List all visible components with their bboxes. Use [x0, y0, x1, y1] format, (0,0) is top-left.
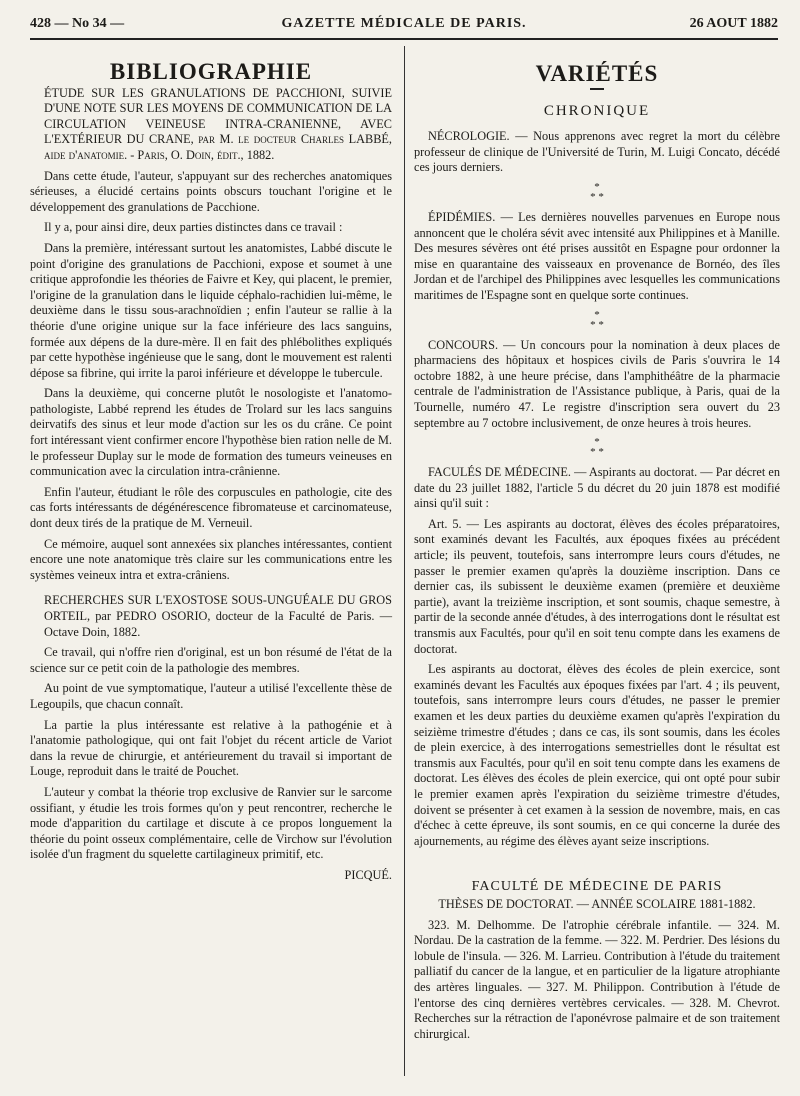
paragraph: Il y a, pour ainsi dire, deux parties distinctes dans ce travail : — [44, 220, 343, 235]
asterism-divider: * * * — [590, 180, 604, 203]
issue-date: 26 AOUT 1882 — [689, 16, 778, 31]
page-header — [30, 14, 778, 36]
asterism-divider: * * * — [590, 436, 604, 459]
facultes-item: FACULÉS DE MÉDECINE. — Aspirants au doctorat. — Par décret en date du 23 juillet 1882, l'article 5 du décret du 20 juin 1878 est modifié ainsi qu'il suit : — [414, 465, 780, 511]
paragraph: Ce mémoire, auquel sont annexées six planches intéressantes, contient encore une note anatomique très claire sur les communications entre les systèmes veineux intra et extra-crâniens. — [30, 536, 392, 582]
signature: PICQUÉ. — [344, 867, 392, 882]
plein-exercice-paragraph: Les aspirants au doctorat, élèves des écoles de plein exercice, sont examinés devant les Facultés aux époques fixées par l'art. 4 ; ils peuvent, toutefois, sans interrompre leurs cours d'études, ne passer le premier examen et les deux parties du deuxième examen qu'après l'expiration du seizième trimestre d'études ; dans ce cas, ils sont soumis, dans les écoles de plein exercice, à des interrogations semestrielles dont le résultat est transmis aux Facultés, pour qu'il en soit tenu compte dans les examens de doctorat. Les élèves des écoles de plein exercice, qui ont opté pour subir le premier examen après l'expiration du seizième trimestre d'études, doivent se présenter à cet examen à la session de novembre, mais, en cas d'échec à cette épreuve, ils sont soumis, en ce qui concerne la durée des ajournements, au régime des élèves ayant seize inscriptions. — [414, 662, 780, 848]
book-reference-1: ÉTUDE SUR LES GRANULATIONS DE PACCHIONI, SUIVIE D'UNE NOTE SUR LES MOYENS DE COMMUNICATION DE LA CIRCULATION VEINEUSE INTRA-CRANIENNE, AVEC L'EXTÉRIEUR DU CRANE, par M. le docteur Charles LABBÉ, aide d'anatomie. - Paris, O. Doin, édit., 1882. — [44, 85, 392, 162]
right-column — [414, 48, 780, 1047]
paragraph: Dans la deuxième, qui concerne plutôt le nosologiste et l'anatomo-pathologiste, Labbé reprend les études de Trolard sur les lacs sanguins deirvatifs des sinus et leur mode d'action sur les os du crâne. Ce point fort intéressant vient confirmer encore l'hypothèse bien ration nelle de M. le professeur Duplay sur le mode de formation des tumeurs veineuses en communication avec la circulation intra-crânienne. — [30, 386, 392, 479]
paragraph: La partie la plus intéressante est relative à la pathogénie et à l'anatomie pathologique, qui ont fait l'objet du récent article de Variot dans la revue de chirurgie, et antérieurement du travail si important de Louge, reproduit dans le traité de Pouchet. — [30, 717, 392, 779]
faculte-title: FACULTÉ DE MÉDECINE DE PARIS — [471, 879, 723, 895]
concours-item: CONCOURS. — Un concours pour la nomination à deux places de pharmaciens des hôpitaux et hospices civils de Paris s'ouvrira le 14 octobre 1882, à une heure précise, dans l'amphithéâtre de la pharmacie centrale de l'administration de l'Assistance publique, à Paris, quai de la Tournelle, numéro 47. Le registre d'inscription sera ouvert du 23 septembre au 7 octobre inclusivement, de onze heures à trois heures. — [414, 337, 780, 430]
necrologie-item: NÉCROLOGIE. — Nous apprenons avec regret la mort du célèbre professeur de clinique de l'Université de Turin, M. Luigi Concato, décédé ces jours derniers. — [414, 129, 780, 175]
paragraph: Dans cette étude, l'auteur, s'appuyant sur des recherches anatomiques sérieuses, a élucidé certains points obscurs touchant l'origine et le développement des granulations de Pacchione. — [30, 168, 392, 214]
journal-title: GAZETTE MÉDICALE DE PARIS. — [281, 16, 527, 31]
paragraph: Au point de vue symptomatique, l'auteur a utilisé l'excellente thèse de Legoupils, que chacun connaît. — [30, 681, 392, 711]
theses-heading: THÈSES DE DOCTORAT. — ANNÉE SCOLAIRE 1881-1882. — [438, 896, 756, 911]
paragraph: L'auteur y combat la théorie trop exclusive de Ranvier sur le sarcome ossifiant, y étudie les trois formes qu'on y peut rencontrer, recherche le mode d'apparition du cartilage et discute à ce propos longuement la théorie du point osseux complémentaire, celle de Virchow sur l'évolution isolée d'un fragment du squelette cartilagineux primitif, etc. — [30, 784, 392, 862]
header-rule — [30, 38, 778, 40]
theses-list: 323. M. Delhomme. De l'atrophie cérébrale infantile. — 324. M. Nordau. De la castration de la femme. — 322. M. Perdrier. Des lésions du lobule de l'insula. — 326. M. Larrieu. Contribution à l'étude du traitement palliatif du cancer de la langue, et en particulier de la ligature atrophiante des artères linguales. — 327. M. Philippon. Contribution à l'étude de l'entorse des cinq dernières vertèbres cervicales. — 328. M. Chevrot. Recherches sur la rétraction de l'aponévrose palmaire et de son traitement chirurgical. — [414, 917, 780, 1041]
title-dash — [590, 88, 604, 90]
paragraph: Ce travail, qui n'offre rien d'original, est un bon résumé de l'état de la science sur ce petit coin de la pathologie des membres. — [30, 645, 392, 675]
left-column — [30, 48, 392, 889]
column-divider — [404, 46, 405, 1076]
book-reference-2: RECHERCHES SUR L'EXOSTOSE SOUS-UNGUÉALE DU GROS ORTEIL, par PEDRO OSORIO, docteur de la Faculté de Paris. — Octave Doin, 1882. — [44, 593, 392, 639]
asterism-divider: * * * — [590, 308, 604, 331]
epidemies-item: ÉPIDÉMIES. — Les dernières nouvelles parvenues en Europe nous annoncent que le choléra sévit avec intensité aux Philippines et à Manille. Des mesures sévères ont été prises aussitôt en Espagne pour ordonner la mise en quarantaine des vaisseaux en provenance de Bornéo, des îles Jordan et de l'archipel des Philippines avec lesquelles les communications maritimes de l'Espagne sont en quelque sorte continues. — [414, 209, 780, 302]
chronique-subtitle: CHRONIQUE — [543, 102, 651, 119]
article-5: Art. 5. — Les aspirants au doctorat, élèves des écoles préparatoires, sont examinés devant les Facultés, aux époques fixées au précédent article; ils peuvent, toutefois, sans interrompre leurs cours d'études, ne passer le premier examen qu'après la douzième inscription. Dans ce dernier cas, ils subissent le deuxième examen (première et deuxième partie), avant la treizième inscription, et sont soumis, chaque semestre, à partir de la seconde année d'études, à des interrogations dont le résultat est transmis aux Facultés, pour qu'il en soit tenu compte dans les examens de doctorat. — [414, 516, 780, 656]
paragraph: Enfin l'auteur, étudiant le rôle des corpuscules en pathologie, cite des cas forts intéressants de dégénérescence fibromateuse et carcinomateuse, dont deux tirés de la pratique de M. Verneuil. — [30, 484, 392, 531]
page-number: 428 — No 34 — — [30, 16, 125, 31]
bibliographie-title: BIBLIOGRAPHIE — [109, 59, 313, 84]
paragraph: Dans la première, intéressant surtout les anatomistes, Labbé discute le point d'origine des granulations de Pacchioni, expose et soumet à une critique approfondie les théories de Faivre et Key, qui placent, le premier, l'origine de la granulation dans le liquide céphalo-rachidien lui-même, le deuxième dans le tissu sous-arachnoïdien ; enfin l'auteur se rallie à la théorie d'une origine unique sur la face inférieure des lacs sanguins, formée aux dépens de la dure-mère. Il en fait des phlébolithes expliqués par cette hypothèse ingénieuse que le sang, dont le mouvement est ralenti dépose sa fibrine, qui irrite la paroi inférieure et développe le tubercule. — [30, 240, 393, 380]
varietes-title: VARIÉTÉS — [535, 61, 659, 86]
